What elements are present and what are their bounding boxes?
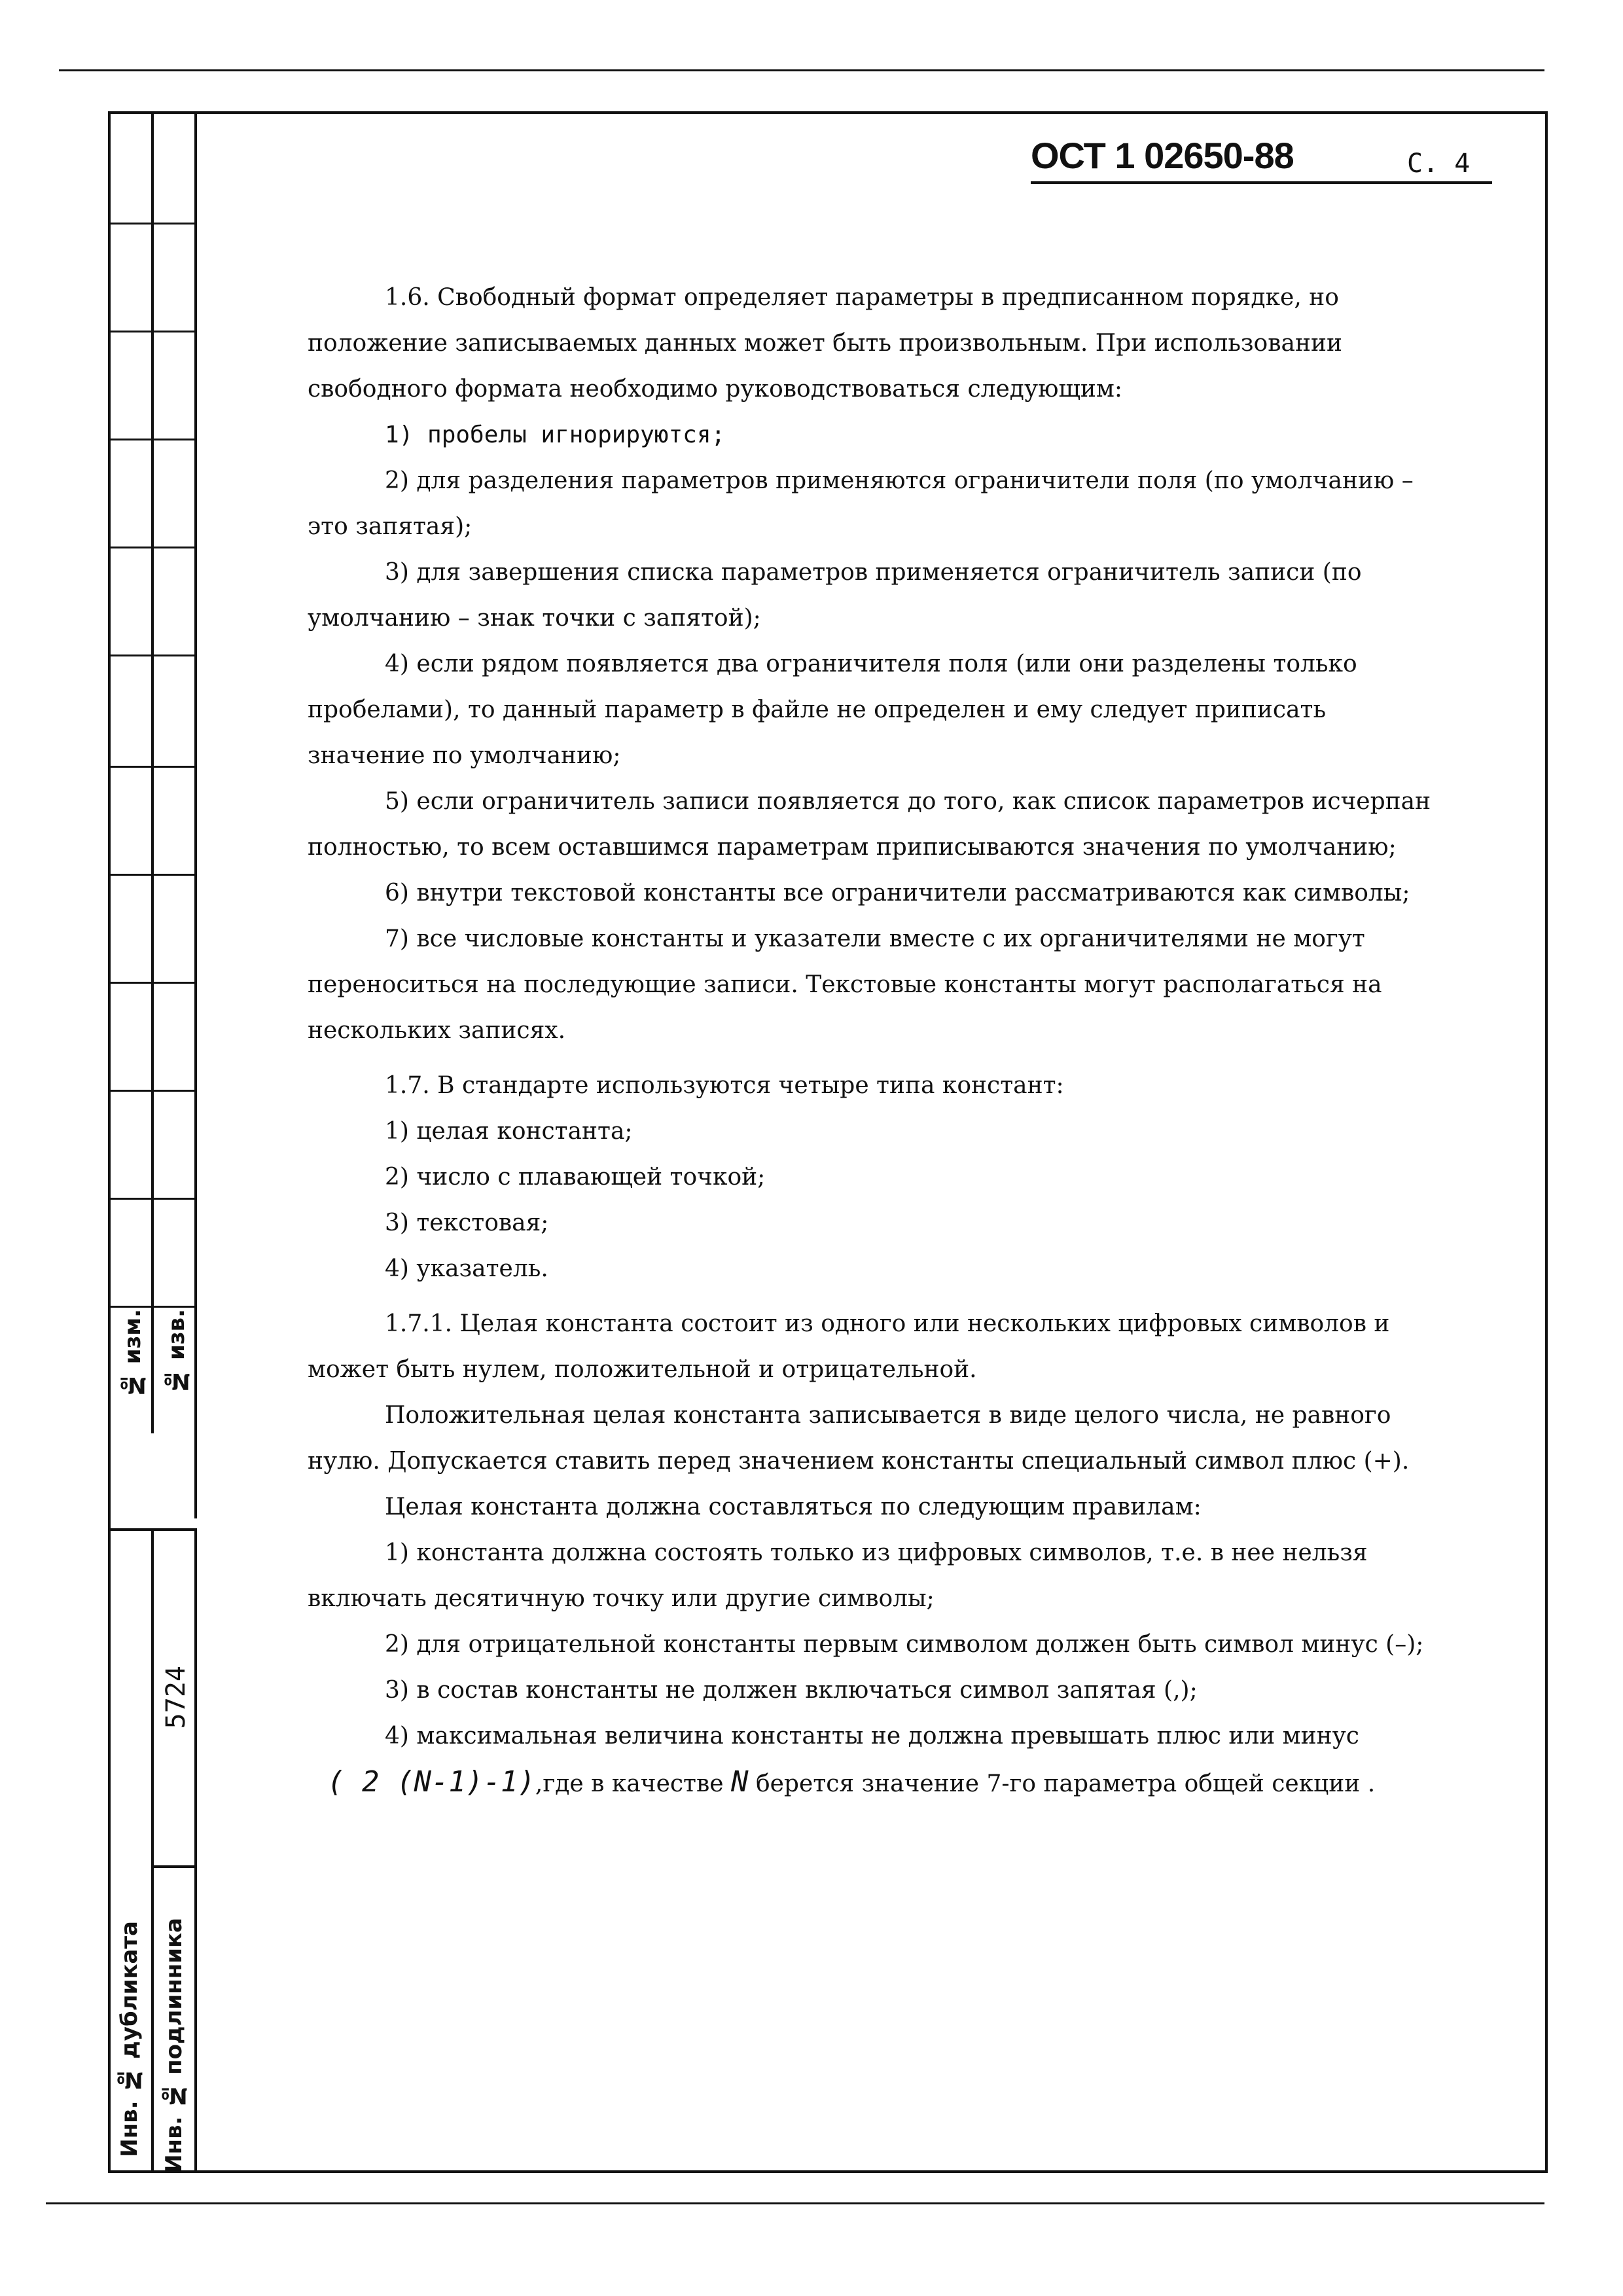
rule-item: 3) для завершения списка параметров применяется ограничитель записи (по умолчанию – знак точки с запятой); bbox=[308, 559, 1362, 632]
rule-item: 2) для разделения параметров применяются ограничители поля (по умолчанию – это запятая); bbox=[308, 467, 1414, 540]
paragraph: Положительная целая константа записывается в виде целого числа, не равного нулю. Допускается ставить перед значением константы специальный символ плюс (+). bbox=[308, 1402, 1410, 1475]
margin-cell-line bbox=[108, 223, 197, 224]
constant-rule-item: 1) константа должна состоять только из цифровых символов, т.е. в нее нельзя включать десятичную точку или другие символы; bbox=[308, 1539, 1368, 1612]
type-item: 1) целая константа; bbox=[385, 1118, 633, 1145]
type-item: 4) указатель. bbox=[385, 1255, 548, 1282]
type-item: 2) число с плавающей точкой; bbox=[385, 1164, 766, 1191]
izv-label: № изв. bbox=[164, 1309, 190, 1394]
document-body bbox=[308, 275, 1433, 1807]
page-number: С. 4 bbox=[1407, 149, 1471, 179]
paragraph-1-6: 1.6. Свободный формат определяет параметры в предписанном порядке, но положение записываемых данных может быть произвольным. При использовании свободного формата необходимо руководствоваться следующим: bbox=[308, 284, 1342, 403]
paragraph-1-7: 1.7. В стандарте используются четыре типа констант: bbox=[385, 1072, 1064, 1099]
duplicate-inventory-label: Инв. № дубликата bbox=[116, 1921, 143, 2157]
constant-rule-item: 3) в состав константы не должен включаться символ запятая (,); bbox=[385, 1677, 1198, 1704]
margin-cell-line bbox=[108, 1090, 197, 1092]
bottom-border-line bbox=[46, 2202, 1544, 2204]
paragraph: Целая константа должна составляться по следующим правилам: bbox=[385, 1494, 1202, 1520]
constant-rule-item: 2) для отрицательной константы первым символом должен быть символ минус (–); bbox=[385, 1631, 1424, 1658]
margin-column-left bbox=[108, 111, 154, 1433]
rule-item: 7) все числовые константы и указатели вместе с их органичителями не могут переноситься на последующие записи. Текстовые константы могут располагаться на нескольких записях. bbox=[308, 925, 1382, 1044]
formula-expression: ( 2 (N-1)-1) bbox=[327, 1765, 535, 1799]
constant-rule-item-formula bbox=[308, 1713, 1433, 1807]
rule-item: 1) пробелы игнорируются; bbox=[385, 422, 726, 448]
izm-label: № изм. bbox=[120, 1309, 146, 1399]
margin-cell-line bbox=[108, 982, 197, 984]
rule-item: 6) внутри текстовой константы все ограничители рассматриваются как символы; bbox=[385, 880, 1410, 906]
original-inventory-label: Инв. № подлинника bbox=[161, 1918, 187, 2173]
formula-variable: N bbox=[731, 1765, 749, 1799]
margin-cell-line bbox=[108, 1306, 197, 1308]
stamp-cell-line bbox=[151, 1865, 197, 1868]
margin-cell-line bbox=[108, 547, 197, 548]
formula-tail: берется значение 7-го параметра общей секции . bbox=[755, 1770, 1376, 1797]
document-code: ОСТ 1 02650-88 bbox=[1031, 135, 1294, 176]
rule-item: 4) если рядом появляется два ограничителя поля (или они разделены только пробелами), то данный параметр в файле не определен и ему следует приписать значение по умолчанию; bbox=[308, 651, 1357, 769]
top-border-line bbox=[59, 69, 1544, 71]
margin-cell-line bbox=[108, 874, 197, 876]
rule-item: 5) если ограничитель записи появляется до того, как список параметров исчерпан полностью, то всем оставшимся параметрам приписываются значения по умолчанию; bbox=[308, 788, 1431, 861]
margin-cell-line bbox=[108, 331, 197, 332]
stamp-divider bbox=[151, 1528, 154, 2173]
formula-text: ,где в качестве bbox=[535, 1770, 724, 1797]
margin-cell-line bbox=[108, 655, 197, 656]
formula-lead: 4) максимальная величина константы не должна превышать плюс или минус bbox=[385, 1723, 1359, 1749]
paragraph-1-7-1: 1.7.1. Целая константа состоит из одного или нескольких цифровых символов и может быть нулем, положительной и отрицательной. bbox=[308, 1310, 1390, 1383]
page-header bbox=[1031, 134, 1492, 187]
margin-cell-line bbox=[108, 439, 197, 440]
duplicate-inventory-value: 5724 bbox=[161, 1666, 191, 1729]
type-item: 3) текстовая; bbox=[385, 1210, 549, 1236]
margin-cell-line bbox=[108, 766, 197, 768]
header-underline bbox=[1031, 181, 1492, 184]
margin-cell-line bbox=[108, 1198, 197, 1200]
